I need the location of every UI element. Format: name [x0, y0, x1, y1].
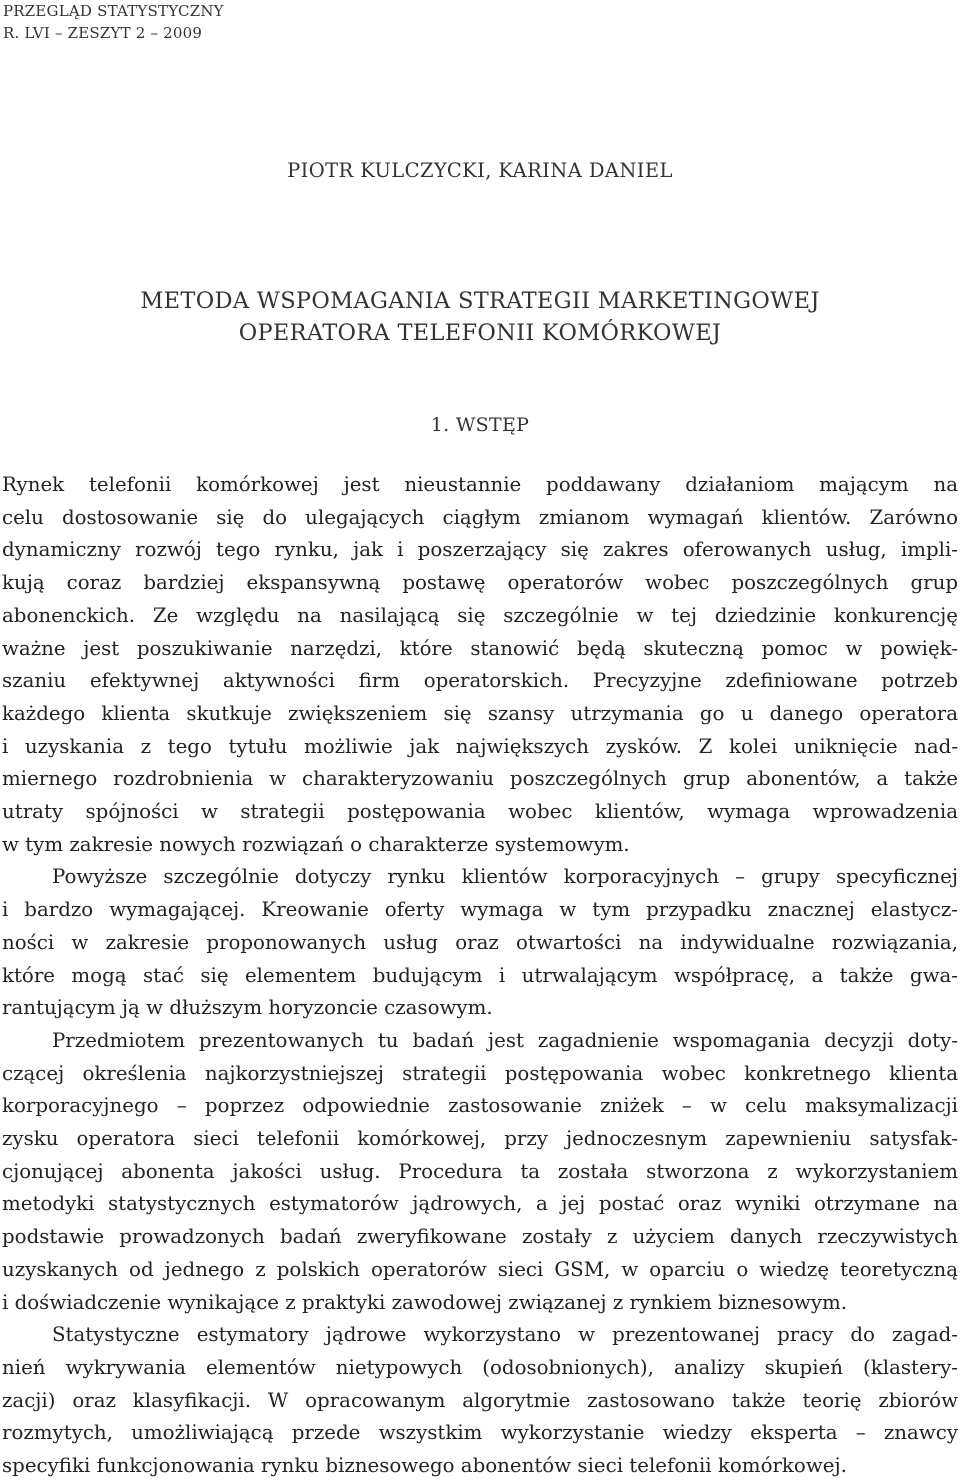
body-line: zysku operatora sieci telefonii komórkowej, przy jednoczesnym zapewnieniu satysfak-: [2, 1127, 958, 1151]
body-line: Powyższe szczególnie dotyczy rynku klientów korporacyjnych – grupy specyficznej: [52, 865, 958, 889]
body-line: zacji) oraz klasyfikacji. W opracowanym algorytmie zastosowano także teorię zbiorów: [2, 1388, 958, 1412]
body-line: Statystyczne estymatory jądrowe wykorzystano w prezentowanej pracy do zagad-: [52, 1323, 958, 1347]
body-line: uzyskanych od jednego z polskich operatorów sieci GSM, w oparciu o wiedzę teoretyczną: [2, 1257, 958, 1281]
body-line: utraty spójności w strategii postępowania wobec klientów, wymaga wprowadzenia: [2, 800, 958, 824]
body-line: Przedmiotem prezentowanych tu badań jest zagadnienie wspomagania decyzji doty-: [52, 1028, 958, 1052]
section-heading: 1. WSTĘP: [430, 414, 530, 436]
body-line: Rynek telefonii komórkowej jest nieustannie poddawany działaniom mającym na: [2, 473, 958, 496]
paper-authors: PIOTR KULCZYCKI, KARINA DANIEL: [287, 159, 673, 182]
body-line: specyfiki funkcjonowania rynku biznesowego abonentów sieci telefonii komórkowej.: [2, 1454, 847, 1478]
body-line: podstawie prowadzonych badań zweryfikowane zostały z użyciem danych rzeczywistych: [2, 1225, 958, 1249]
body-line: każdego klienta skutkuje zwiększeniem się szansy utrzymania go u danego operatora: [2, 701, 958, 725]
body-line: dynamiczny rozwój tego rynku, jak i poszerzający się zakres oferowanych usług, impli-: [2, 538, 958, 562]
body-line: metodyki statystycznych estymatorów jądrowych, a jej postać oraz wyniki otrzymane na: [2, 1192, 958, 1216]
body-line: nień wykrywania elementów nietypowych (odosobnionych), analizy skupień (klastery-: [2, 1355, 958, 1379]
body-text: [2, 469, 958, 1483]
journal-name: PRZEGLĄD STATYSTYCZNY: [3, 2, 224, 20]
body-line: czącej określenia najkorzystniejszej strategii postępowania wobec konkretnego klienta: [2, 1061, 958, 1085]
body-line: i bardzo wymagającej. Kreowanie oferty wymaga w tym przypadku znacznej elastycz-: [2, 898, 958, 922]
body-line: szaniu efektywnej aktywności firm operatorskich. Precyzyjne zdefiniowane potrzeb: [2, 669, 958, 693]
paper-title-line-1: METODA WSPOMAGANIA STRATEGII MARKETINGOWEJ: [140, 288, 820, 314]
paper-title: [0, 285, 960, 349]
body-line: kują coraz bardziej ekspansywną postawę operatorów wobec poszczególnych grup: [2, 571, 958, 595]
body-line: ważne jest poszukiwanie narzędzi, które stanowić będą skuteczną pomoc w powięk-: [2, 636, 958, 660]
body-line: abonenckich. Ze względu na nasilającą się szczególnie w tej dziedzinie konkurencję: [2, 603, 958, 627]
body-line: miernego rozdrobnienia w charakteryzowaniu poszczególnych grup abonentów, a także: [2, 767, 958, 791]
body-line: w tym zakresie nowych rozwiązań o charakterze systemowym.: [2, 832, 630, 856]
journal-header: [3, 0, 224, 44]
body-line: które mogą stać się elementem budującym i utrwalającym współpracę, a także gwa-: [2, 963, 958, 987]
body-line: cjonującej abonenta jakości usług. Procedura ta została stworzona z wykorzystaniem: [2, 1159, 958, 1183]
body-line: ności w zakresie proponowanych usług oraz otwartości na indywidualne rozwiązania,: [2, 930, 958, 954]
body-line: rantującym ją w dłuższym horyzoncie czasowym.: [2, 996, 493, 1020]
body-line: i uzyskania z tego tytułu możliwie jak największych zysków. Z kolei uniknięcie nad-: [2, 734, 958, 758]
body-line: rozmytych, umożliwiającą przede wszystkim wykorzystanie wiedzy eksperta – znawcy: [2, 1421, 958, 1445]
body-line: celu dostosowanie się do ulegających ciągłym zmianom wymagań klientów. Zarówno: [2, 505, 958, 529]
body-line: i doświadczenie wynikające z praktyki zawodowej związanej z rynkiem biznesowym.: [2, 1290, 848, 1314]
paper-title-line-2: OPERATORA TELEFONII KOMÓRKOWEJ: [238, 320, 722, 346]
journal-issue: R. LVI – ZESZYT 2 – 2009: [3, 24, 203, 42]
body-line: korporacyjnego – poprzez odpowiednie zastosowanie zniżek – w celu maksymalizacji: [2, 1094, 958, 1118]
